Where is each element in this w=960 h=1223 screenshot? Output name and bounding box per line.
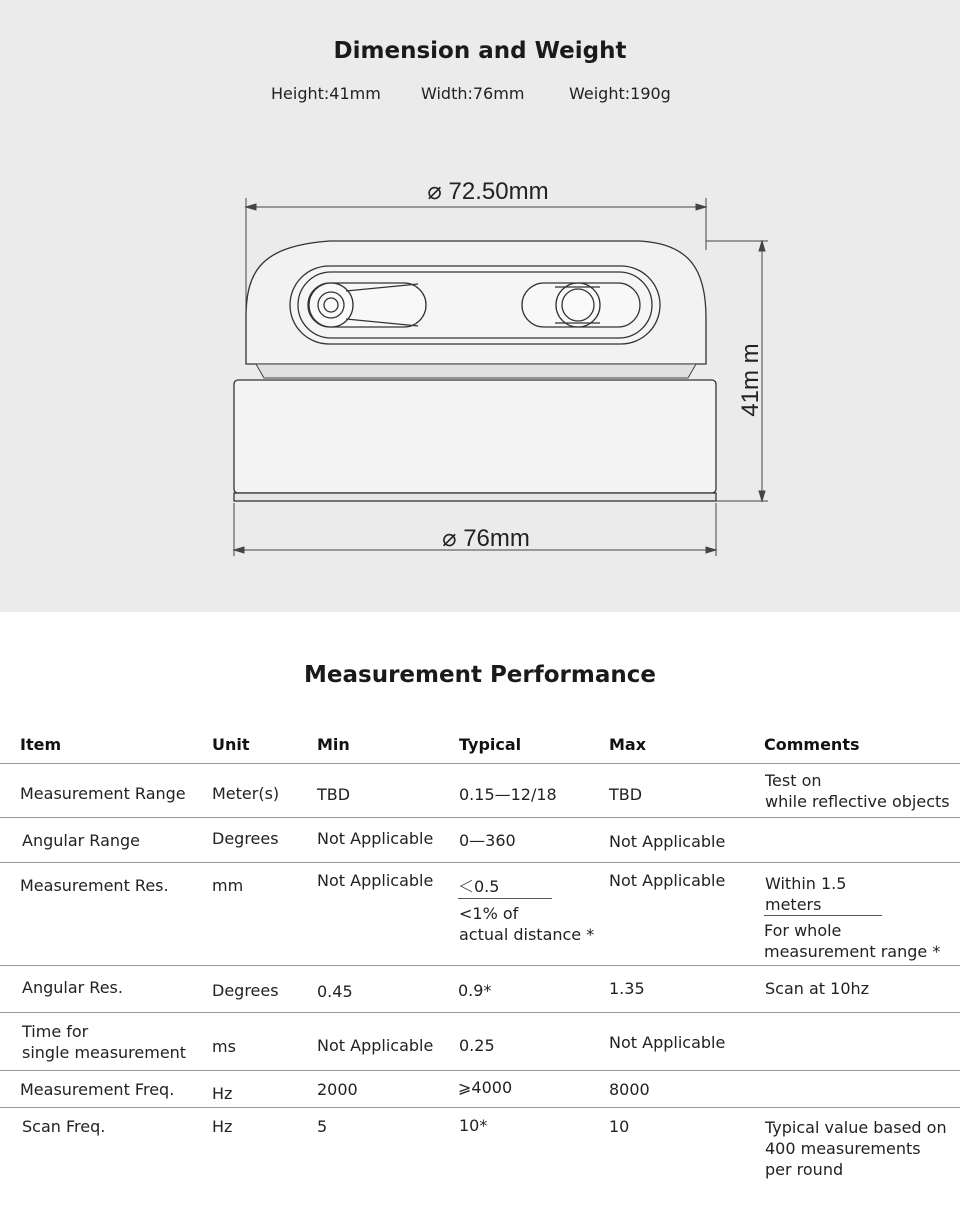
cell-typical: actual distance * [459, 925, 595, 944]
cell-unit: Degrees [212, 981, 279, 1000]
header-comments: Comments [764, 735, 860, 754]
width-spec: Width:76mm [421, 84, 525, 103]
header-min: Min [317, 735, 350, 754]
cell-max: TBD [609, 785, 643, 804]
row-divider [0, 1107, 960, 1108]
cell-typical: <1% of [459, 904, 519, 923]
cell-item: Scan Freq. [22, 1117, 106, 1136]
header-max: Max [609, 735, 647, 754]
header-typical: Typical [459, 735, 522, 754]
row-divider [0, 1070, 960, 1071]
header-item: Item [20, 735, 62, 754]
cell-max: 10 [609, 1117, 630, 1136]
cell-item: Angular Range [22, 831, 141, 850]
cell-typical: 10* [459, 1116, 488, 1135]
cell-comment: meters [765, 895, 822, 914]
cell-comment: For whole [764, 921, 842, 940]
cell-comment: measurement range * [764, 942, 941, 961]
cell-min: 0.45 [317, 982, 353, 1001]
weight-spec: Weight:190g [569, 84, 671, 103]
performance-title: Measurement Performance [304, 662, 656, 688]
cell-comment: 400 measurements [765, 1139, 921, 1158]
row-divider [0, 817, 960, 818]
cell-typical: 0.9* [458, 981, 492, 1000]
top-diameter-label: ⌀ 72.50mm [427, 178, 549, 205]
row-divider [0, 862, 960, 863]
cell-item: Measurement Freq. [20, 1080, 175, 1099]
cell-typical: ＜0.5 [458, 877, 500, 896]
cell-item: Measurement Range [20, 784, 186, 803]
cell-min: Not Applicable [317, 1036, 434, 1055]
row-divider [0, 763, 960, 764]
dimension-title: Dimension and Weight [333, 38, 627, 64]
cell-typical: ⩾4000 [458, 1078, 513, 1097]
header-unit: Unit [212, 735, 250, 754]
cell-item: single measurement [22, 1043, 187, 1062]
cell-max: Not Applicable [609, 832, 726, 851]
cell-typical: 0.25 [459, 1036, 495, 1055]
device-base [234, 380, 716, 501]
cell-item: Measurement Res. [20, 876, 169, 895]
cell-max: Not Applicable [609, 1033, 726, 1052]
bottom-diameter-label: ⌀ 76mm [442, 525, 530, 552]
cell-comment: Scan at 10hz [765, 979, 870, 998]
cell-unit: Hz [212, 1084, 233, 1103]
cell-max: 1.35 [609, 979, 645, 998]
cell-unit: Meter(s) [212, 784, 280, 803]
cell-min: Not Applicable [317, 829, 434, 848]
cell-typical: 0—360 [459, 831, 516, 850]
cell-comment: Test on [765, 771, 822, 790]
cell-typical: 0.15—12/18 [459, 785, 557, 804]
cell-max: Not Applicable [609, 871, 726, 890]
cell-unit: ms [212, 1037, 236, 1056]
cell-subdivider [458, 898, 552, 899]
cell-unit: mm [212, 876, 244, 895]
cell-unit: Hz [212, 1117, 233, 1136]
row-divider [0, 1012, 960, 1013]
cell-item: Time for [22, 1022, 89, 1041]
cell-min: 5 [317, 1117, 328, 1136]
cell-max: 8000 [609, 1080, 650, 1099]
height-spec: Height:41mm [271, 84, 381, 103]
cell-comment: while reflective objects [765, 792, 950, 811]
height-dimension-label: 41m m [737, 343, 764, 417]
cell-unit: Degrees [212, 829, 279, 848]
cell-comment: per round [765, 1160, 844, 1179]
cell-comment: Typical value based on [765, 1118, 947, 1137]
cell-subdivider [764, 915, 882, 916]
sensor-window [290, 266, 660, 344]
row-divider [0, 965, 960, 966]
cell-min: TBD [317, 785, 351, 804]
cell-comment: Within 1.5 [765, 874, 847, 893]
neck-ring [256, 364, 696, 378]
cell-min: 2000 [317, 1080, 358, 1099]
cell-item: Angular Res. [22, 978, 123, 997]
cell-min: Not Applicable [317, 871, 434, 890]
